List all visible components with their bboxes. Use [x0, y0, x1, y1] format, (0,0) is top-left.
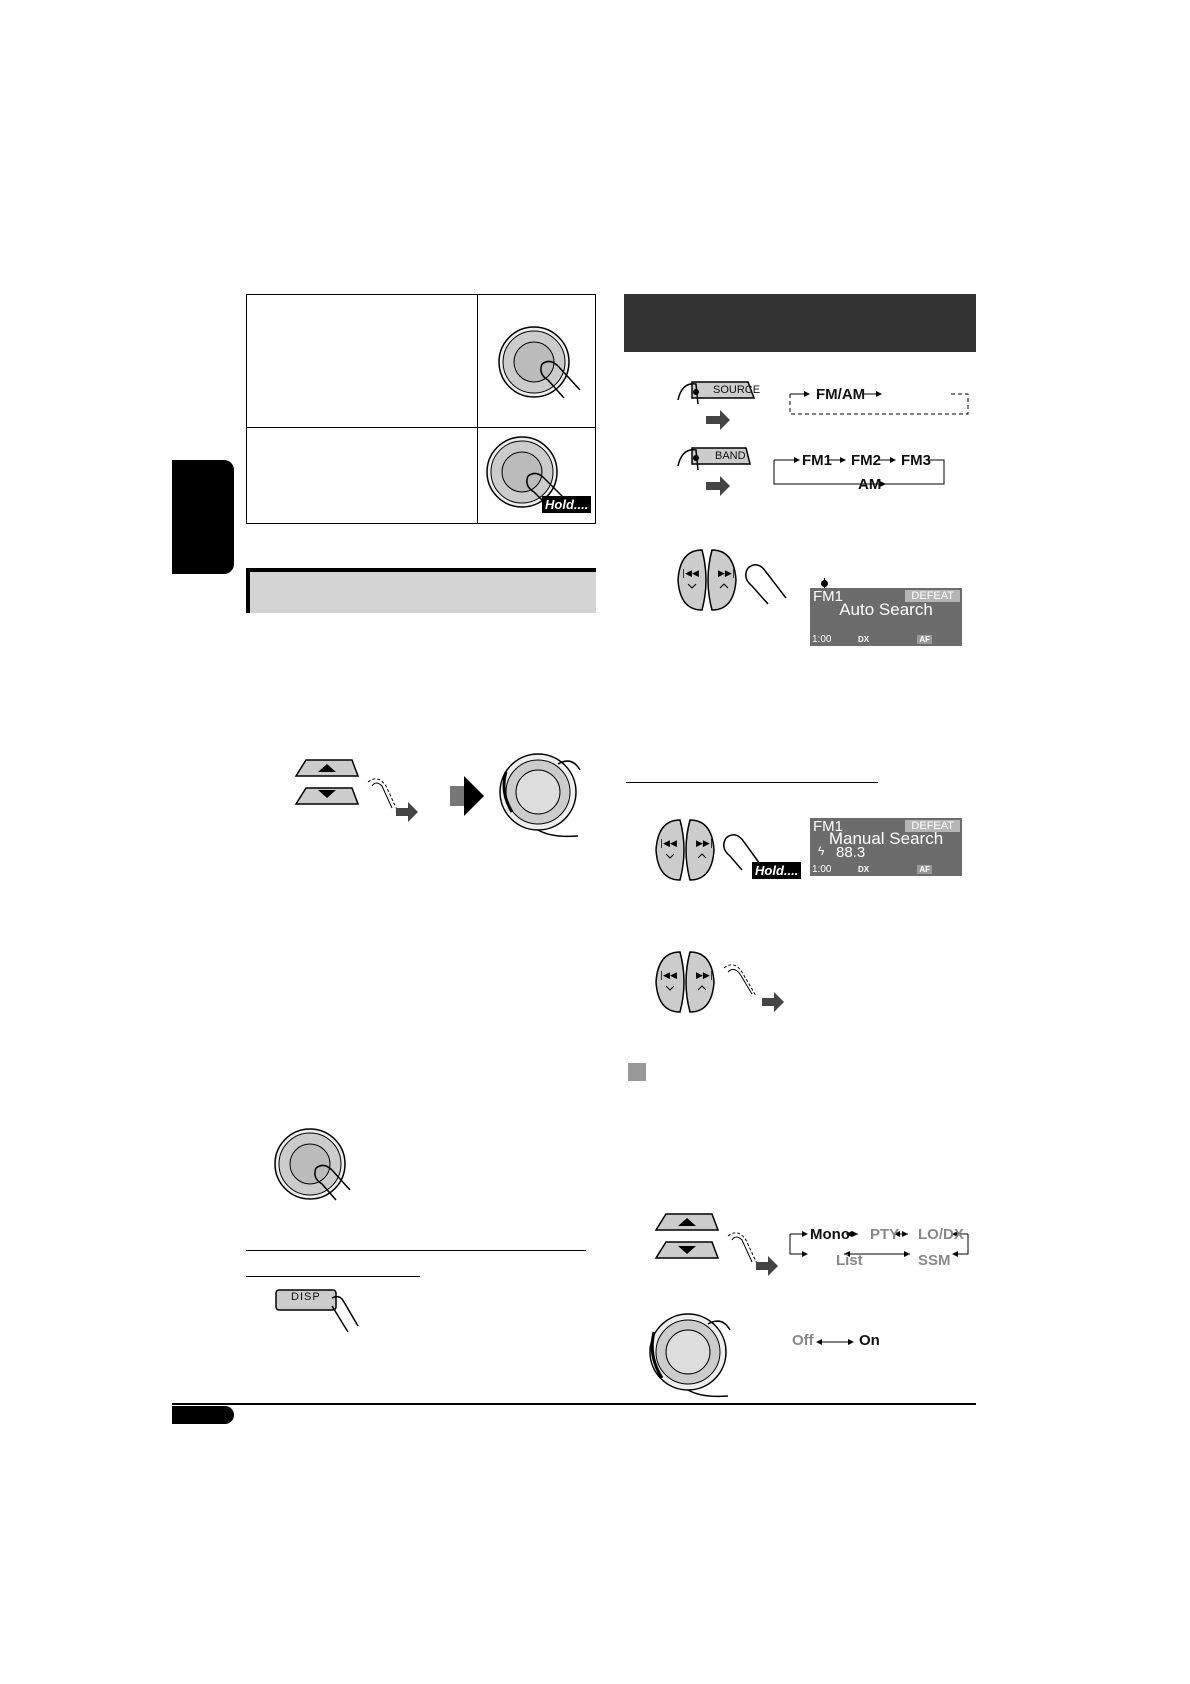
section-header-dark: [624, 294, 976, 352]
svg-text:▶▶|: ▶▶|: [718, 569, 735, 579]
lcd-defeat: DEFEAT: [905, 590, 960, 602]
lcd-band: FM1: [813, 588, 843, 605]
svg-text:▶▶|: ▶▶|: [696, 971, 713, 981]
divider-rule-manual: [626, 782, 878, 783]
lcd-frequency: 88.3: [836, 844, 866, 861]
lcd-defeat: DEFEAT: [905, 820, 960, 832]
control-dial-press-icon: [498, 324, 588, 414]
lcd-tuning-icon: ϟ: [818, 844, 825, 858]
menu-flow-list: List: [836, 1252, 863, 1269]
menu-flow-lo-dx: LO/DX: [918, 1226, 964, 1243]
page-number-tab: [172, 1406, 234, 1424]
svg-text:|◀◀: |◀◀: [660, 839, 677, 849]
band-button-label: BAND: [715, 450, 746, 462]
hold-label-manual: Hold....: [752, 862, 801, 879]
control-dial-rotate-icon: [498, 746, 598, 846]
svg-text:|◀◀: |◀◀: [660, 971, 677, 981]
divider-rule: [246, 1250, 586, 1251]
menu-flow-pty: PTY: [870, 1226, 900, 1243]
big-arrow-icon: [450, 776, 486, 816]
source-button-label: SOURCE: [713, 384, 761, 396]
toggle-flow-lines: [816, 1336, 856, 1348]
lcd-time: 1:00: [812, 864, 832, 875]
lcd-dx: DX: [858, 865, 870, 874]
page-footer-rule: [172, 1403, 976, 1405]
menu-flow-ssm: SSM: [918, 1252, 951, 1269]
band-flow-fm1: FM1: [802, 452, 832, 469]
lcd-time: 1:00: [812, 634, 832, 645]
lcd-auto-search: [810, 588, 962, 646]
menu-flow-mono: Mono: [810, 1226, 850, 1243]
svg-text:▶▶|: ▶▶|: [696, 839, 713, 849]
menu-dial-rotate-icon: [648, 1306, 748, 1406]
seek-buttons-press-icon: [650, 948, 800, 1018]
divider-rule-short: [246, 1276, 420, 1277]
control-dial-enter-icon: [274, 1126, 364, 1216]
menu-up-down-buttons-icon: [648, 1210, 788, 1290]
lcd-pointer-dot: [821, 580, 828, 587]
up-down-buttons-icon: [288, 756, 428, 836]
source-flow-fm-am: FM/AM: [816, 386, 866, 403]
lcd-manual-search: [810, 818, 962, 876]
hold-label: Hold....: [542, 496, 591, 513]
toggle-on: On: [859, 1332, 880, 1349]
disp-button-label: DISP: [291, 1291, 321, 1303]
toggle-off: Off: [792, 1332, 814, 1349]
svg-text:|◀◀: |◀◀: [682, 569, 699, 579]
seek-buttons-icon: [672, 546, 812, 616]
lcd-band: FM1: [813, 818, 843, 835]
section-header-gray: [246, 568, 596, 613]
lcd-af: AF: [919, 865, 930, 874]
lcd-status: Auto Search: [839, 600, 933, 619]
subsection-square-icon: [628, 1063, 646, 1081]
language-side-tab: [172, 460, 234, 574]
lcd-af: AF: [919, 635, 930, 644]
lcd-dx: DX: [858, 635, 870, 644]
lcd-status: Manual Search: [828, 829, 944, 848]
band-flow-am: AM: [858, 476, 882, 493]
band-flow-fm2: FM2: [851, 452, 881, 469]
band-flow-fm3: FM3: [901, 452, 931, 469]
